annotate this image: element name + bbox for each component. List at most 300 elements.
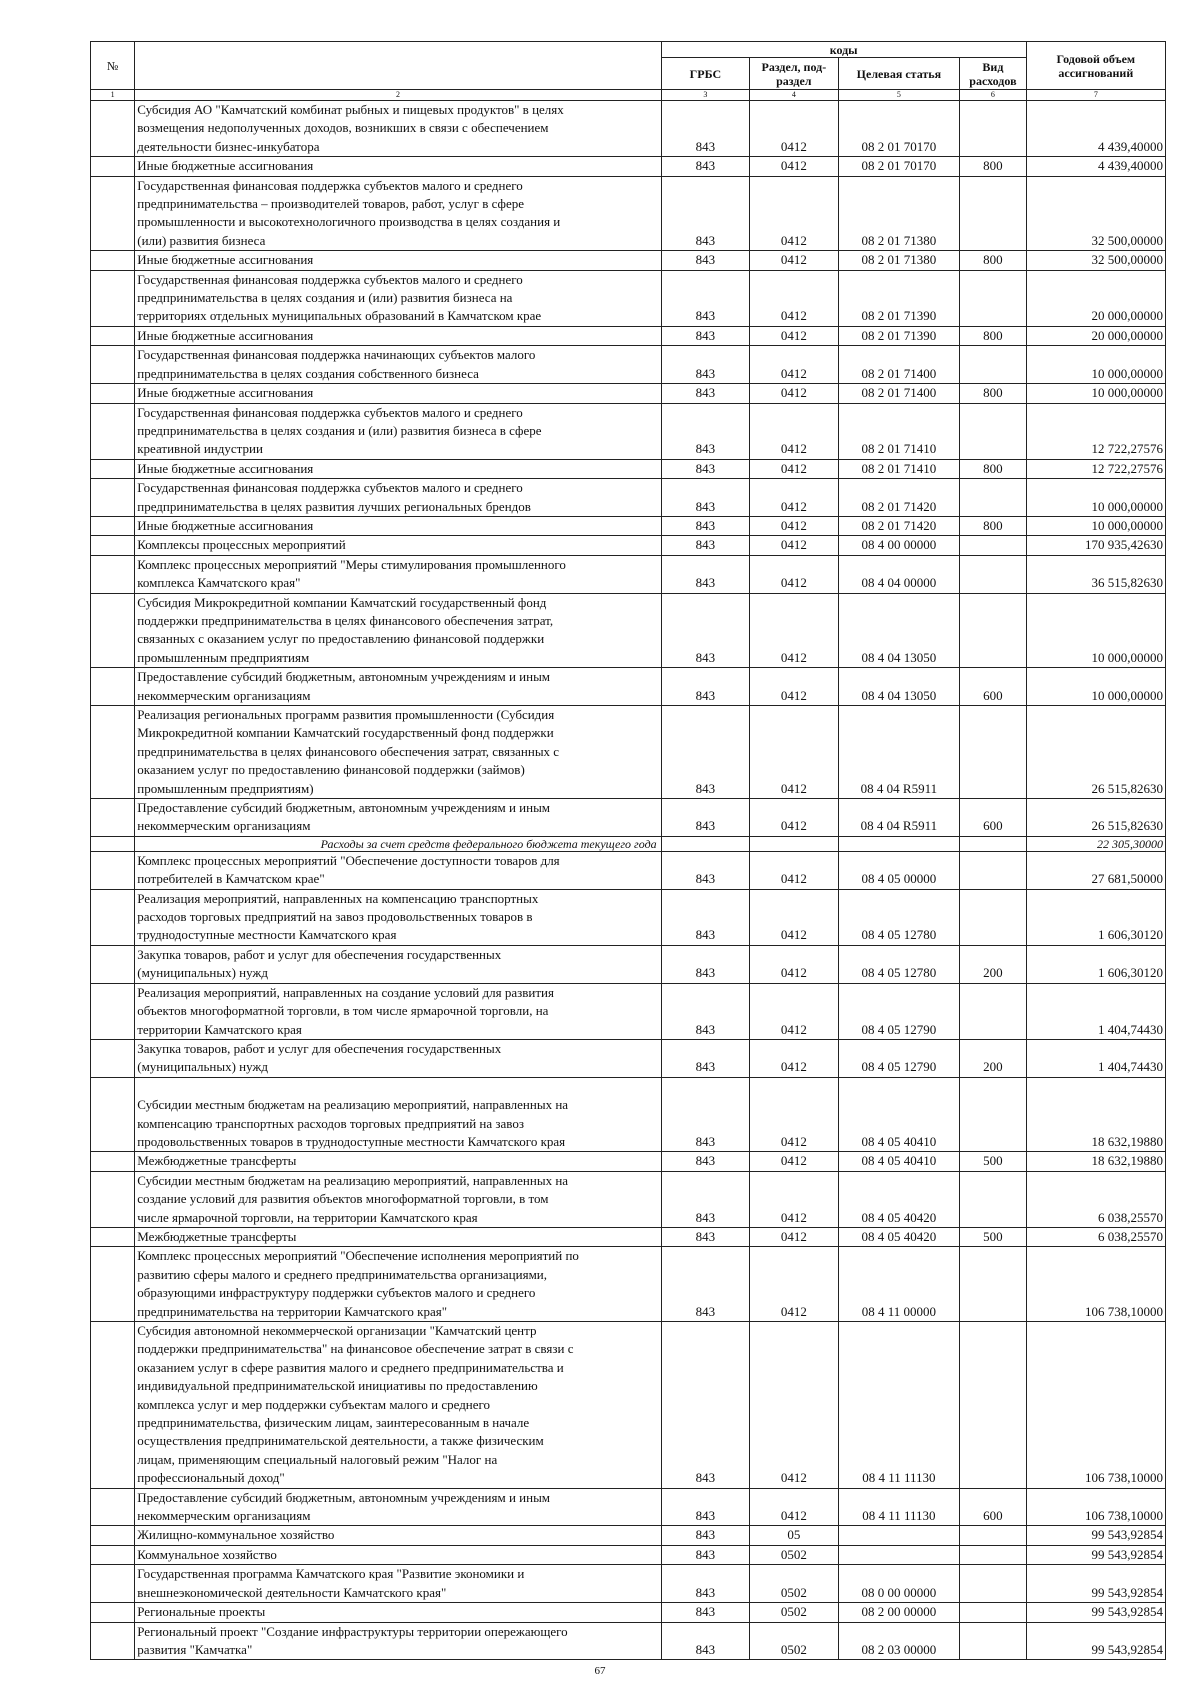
target-article-cell: 08 4 05 12790 bbox=[838, 1039, 960, 1077]
col-number: 2 bbox=[135, 90, 661, 101]
row-name-line: комплекса Камчатского края" bbox=[137, 575, 301, 591]
row-name-line: Комплекс процессных мероприятий "Обеспечение доступности товаров для bbox=[137, 852, 560, 868]
budget-table-sheet bbox=[90, 41, 1166, 1660]
annual-sum-cell: 99 543,92854 bbox=[1026, 1526, 1165, 1545]
section-cell: 0412 bbox=[750, 101, 838, 157]
table-row bbox=[91, 1526, 1166, 1545]
table-row bbox=[91, 1488, 1166, 1526]
row-name-line: Микрокредитной компании Камчатский государственный фонд поддержки bbox=[137, 725, 554, 741]
grbs-cell: 843 bbox=[661, 326, 749, 345]
table-row bbox=[91, 459, 1166, 478]
row-name-cell bbox=[135, 836, 661, 851]
table-row bbox=[91, 1171, 1166, 1227]
section-cell: 0412 bbox=[750, 479, 838, 517]
target-article-cell: 08 2 01 71420 bbox=[838, 479, 960, 517]
section-cell: 0412 bbox=[750, 1247, 838, 1322]
row-name-line: Реализация мероприятий, направленных на создание условий для развития bbox=[137, 984, 554, 1000]
target-article-cell: 08 4 05 12790 bbox=[838, 983, 960, 1039]
row-name-cell bbox=[135, 1565, 661, 1603]
col-number: 4 bbox=[750, 90, 838, 101]
row-name-line: (или) развития бизнеса bbox=[137, 232, 266, 248]
row-name-cell bbox=[135, 251, 661, 270]
row-name-cell bbox=[135, 706, 661, 799]
row-name-cell bbox=[135, 403, 661, 459]
row-name-line: (муниципальных) нужд bbox=[137, 1059, 269, 1075]
target-article-cell: 08 4 05 12780 bbox=[838, 889, 960, 945]
table-row bbox=[91, 270, 1166, 326]
row-name-line: поддержки предпринимательства" на финансовое обеспечение затрат в связи с bbox=[137, 1341, 574, 1357]
row-name-line: расходов торговых предприятий на завоз продовольственных товаров в bbox=[137, 909, 533, 925]
row-number-cell bbox=[91, 176, 135, 251]
annual-sum-cell: 6 038,25570 bbox=[1026, 1171, 1165, 1227]
row-name-line: предпринимательства в целях развития лучших региональных брендов bbox=[137, 498, 531, 514]
row-name-line: Иные бюджетные ассигнования bbox=[137, 327, 314, 343]
grbs-cell: 843 bbox=[661, 1227, 749, 1246]
row-number-cell bbox=[91, 270, 135, 326]
row-name-line: возмещения недополученных доходов, возникших в связи с обеспечением bbox=[137, 120, 549, 136]
grbs-cell: 843 bbox=[661, 983, 749, 1039]
row-name-line: Государственная финансовая поддержка субъектов малого и среднего bbox=[137, 177, 523, 193]
target-article-cell: 08 4 11 00000 bbox=[838, 1247, 960, 1322]
row-name-cell bbox=[135, 1322, 661, 1489]
row-number-cell bbox=[91, 668, 135, 706]
table-row bbox=[91, 251, 1166, 270]
row-name-line: Региональный проект "Создание инфраструктуры территории опережающего bbox=[137, 1623, 568, 1639]
section-cell: 0412 bbox=[750, 251, 838, 270]
annual-sum-cell: 99 543,92854 bbox=[1026, 1603, 1165, 1622]
row-name-line: Предоставление субсидий бюджетным, автономным учреждениям и иным bbox=[137, 1489, 551, 1505]
section-cell: 0412 bbox=[750, 706, 838, 799]
table-row bbox=[91, 983, 1166, 1039]
expense-type-cell bbox=[960, 851, 1026, 889]
section-cell: 0502 bbox=[750, 1622, 838, 1660]
grbs-cell: 843 bbox=[661, 1565, 749, 1603]
grbs-cell: 843 bbox=[661, 945, 749, 983]
row-name-line: некоммерческим организациям bbox=[137, 1508, 311, 1524]
row-number-cell bbox=[91, 1171, 135, 1227]
table-row bbox=[91, 1565, 1166, 1603]
header-name bbox=[135, 42, 661, 90]
row-number-cell bbox=[91, 536, 135, 555]
expense-type-cell bbox=[960, 1565, 1026, 1603]
section-cell: 0412 bbox=[750, 799, 838, 837]
row-number-cell bbox=[91, 479, 135, 517]
annual-sum-cell: 4 439,40000 bbox=[1026, 157, 1165, 176]
grbs-cell: 843 bbox=[661, 270, 749, 326]
section-cell: 0412 bbox=[750, 346, 838, 384]
target-article-cell: 08 2 01 71410 bbox=[838, 459, 960, 478]
annual-sum-cell: 36 515,82630 bbox=[1026, 555, 1165, 593]
row-name-cell bbox=[135, 270, 661, 326]
page-number: 67 bbox=[594, 1665, 606, 1677]
row-name-cell bbox=[135, 459, 661, 478]
table-row bbox=[91, 479, 1166, 517]
table-row bbox=[91, 555, 1166, 593]
row-name-line: Расходы за счет средств федерального бюджета текущего года bbox=[320, 836, 657, 851]
row-name-line: связанных с оказанием услуг по предоставлению финансовой поддержки bbox=[137, 631, 545, 647]
annual-sum-cell: 1 404,74430 bbox=[1026, 1039, 1165, 1077]
section-cell: 0502 bbox=[750, 1565, 838, 1603]
target-article-cell: 08 4 04 13050 bbox=[838, 593, 960, 668]
row-name-line: Реализация региональных программ развития промышленности (Субсидия bbox=[137, 707, 555, 722]
section-cell: 0412 bbox=[750, 270, 838, 326]
annual-sum-cell: 22 305,30000 bbox=[1026, 836, 1165, 851]
table-row bbox=[91, 403, 1166, 459]
expense-type-cell: 800 bbox=[960, 157, 1026, 176]
expense-type-cell bbox=[960, 1622, 1026, 1660]
row-name-line: Субсидии местным бюджетам на реализацию мероприятий, направленных на bbox=[137, 1097, 569, 1113]
row-name-line bbox=[137, 1078, 658, 1096]
expense-type-cell bbox=[960, 176, 1026, 251]
table-body bbox=[91, 101, 1166, 1660]
col-number: 7 bbox=[1026, 90, 1165, 101]
table-row bbox=[91, 1247, 1166, 1322]
row-number-cell bbox=[91, 836, 135, 851]
section-cell: 05 bbox=[750, 1526, 838, 1545]
annual-sum-cell: 27 681,50000 bbox=[1026, 851, 1165, 889]
row-name-cell bbox=[135, 176, 661, 251]
row-name-cell bbox=[135, 799, 661, 837]
row-number-cell bbox=[91, 1545, 135, 1564]
row-number-cell bbox=[91, 945, 135, 983]
section-cell: 0412 bbox=[750, 326, 838, 345]
section-cell: 0502 bbox=[750, 1603, 838, 1622]
expense-type-cell: 800 bbox=[960, 251, 1026, 270]
expense-type-cell: 200 bbox=[960, 1039, 1026, 1077]
row-number-cell bbox=[91, 326, 135, 345]
row-name-line: некоммерческим организациям bbox=[137, 687, 311, 703]
target-article-cell: 08 2 01 71410 bbox=[838, 403, 960, 459]
row-name-line: развития "Камчатка" bbox=[137, 1641, 253, 1657]
target-article-cell: 08 2 01 71400 bbox=[838, 384, 960, 403]
expense-type-cell bbox=[960, 836, 1026, 851]
table-row bbox=[91, 176, 1166, 251]
row-number-cell bbox=[91, 1227, 135, 1246]
col-number: 3 bbox=[661, 90, 749, 101]
row-name-line: Государственная финансовая поддержка субъектов малого и среднего bbox=[137, 480, 523, 496]
annual-sum-cell: 32 500,00000 bbox=[1026, 251, 1165, 270]
expense-type-cell bbox=[960, 1603, 1026, 1622]
target-article-cell: 08 4 11 11130 bbox=[838, 1488, 960, 1526]
row-name-cell bbox=[135, 555, 661, 593]
expense-type-cell: 800 bbox=[960, 459, 1026, 478]
row-name-line: Межбюджетные трансферты bbox=[137, 1153, 297, 1169]
annual-sum-cell: 32 500,00000 bbox=[1026, 176, 1165, 251]
row-name-cell bbox=[135, 945, 661, 983]
section-cell: 0412 bbox=[750, 668, 838, 706]
row-name-cell bbox=[135, 536, 661, 555]
row-name-line: Реализация мероприятий, направленных на компенсацию транспортных bbox=[137, 890, 539, 906]
row-name-cell bbox=[135, 668, 661, 706]
row-name-line: Государственная финансовая поддержка субъектов малого и среднего bbox=[137, 404, 523, 420]
grbs-cell: 843 bbox=[661, 516, 749, 535]
table-row bbox=[91, 516, 1166, 535]
row-number-cell bbox=[91, 1622, 135, 1660]
expense-type-cell bbox=[960, 983, 1026, 1039]
section-cell: 0412 bbox=[750, 157, 838, 176]
table-row bbox=[91, 1603, 1166, 1622]
row-name-line: промышленным предприятиям) bbox=[137, 780, 314, 796]
row-name-cell bbox=[135, 1039, 661, 1077]
expense-type-cell bbox=[960, 593, 1026, 668]
table-row bbox=[91, 326, 1166, 345]
row-name-line: оказанием услуг по предоставлению финансовой поддержки (займов) bbox=[137, 762, 525, 778]
grbs-cell: 843 bbox=[661, 889, 749, 945]
target-article-cell: 08 2 01 71380 bbox=[838, 251, 960, 270]
row-number-cell bbox=[91, 1603, 135, 1622]
expense-type-cell bbox=[960, 479, 1026, 517]
annual-sum-cell: 10 000,00000 bbox=[1026, 346, 1165, 384]
row-name-line: труднодоступные местности Камчатского края bbox=[137, 927, 397, 943]
header-target: Целевая статья bbox=[838, 58, 960, 90]
section-cell: 0412 bbox=[750, 1227, 838, 1246]
row-number-cell bbox=[91, 251, 135, 270]
target-article-cell: 08 4 04 R5911 bbox=[838, 799, 960, 837]
row-name-line: оказанием услуг в сфере развития малого и среднего предпринимательства и bbox=[137, 1359, 564, 1375]
section-cell: 0412 bbox=[750, 1171, 838, 1227]
table-row bbox=[91, 889, 1166, 945]
row-name-line: индивидуальной предпринимательской инициативы по предоставлению bbox=[137, 1378, 538, 1394]
target-article-cell: 08 2 01 71390 bbox=[838, 270, 960, 326]
table-row bbox=[91, 1077, 1166, 1152]
grbs-cell: 843 bbox=[661, 555, 749, 593]
row-name-line: деятельности бизнес-инкубатора bbox=[137, 138, 320, 154]
row-number-cell bbox=[91, 555, 135, 593]
annual-sum-cell: 10 000,00000 bbox=[1026, 668, 1165, 706]
annual-sum-cell: 18 632,19880 bbox=[1026, 1152, 1165, 1171]
expense-type-cell: 200 bbox=[960, 945, 1026, 983]
target-article-cell: 08 4 04 13050 bbox=[838, 668, 960, 706]
grbs-cell bbox=[661, 836, 749, 851]
table-row bbox=[91, 1039, 1166, 1077]
section-cell: 0412 bbox=[750, 1152, 838, 1171]
annual-sum-cell: 106 738,10000 bbox=[1026, 1322, 1165, 1489]
grbs-cell: 843 bbox=[661, 1247, 749, 1322]
table-row bbox=[91, 1322, 1166, 1489]
table-row bbox=[91, 101, 1166, 157]
row-name-cell bbox=[135, 516, 661, 535]
row-number-cell bbox=[91, 346, 135, 384]
target-article-cell: 08 2 01 70170 bbox=[838, 157, 960, 176]
row-name-line: промышленности и высокотехнологичного производства в целях создания и bbox=[137, 214, 561, 230]
target-article-cell: 08 2 03 00000 bbox=[838, 1622, 960, 1660]
row-name-line: промышленным предприятиям bbox=[137, 649, 310, 665]
expense-type-cell: 500 bbox=[960, 1152, 1026, 1171]
expense-type-cell: 600 bbox=[960, 668, 1026, 706]
row-name-line: территориях отдельных муниципальных образований в Камчатском крае bbox=[137, 308, 542, 324]
row-name-line: Иные бюджетные ассигнования bbox=[137, 385, 314, 401]
table-row bbox=[91, 945, 1166, 983]
row-name-line: компенсацию транспортных расходов торговых предприятий на завоз bbox=[137, 1115, 524, 1131]
expense-type-cell: 800 bbox=[960, 326, 1026, 345]
grbs-cell: 843 bbox=[661, 1603, 749, 1622]
target-article-cell: 08 4 05 40420 bbox=[838, 1171, 960, 1227]
col-number: 6 bbox=[960, 90, 1026, 101]
row-name-cell bbox=[135, 1603, 661, 1622]
row-number-cell bbox=[91, 851, 135, 889]
expense-type-cell bbox=[960, 555, 1026, 593]
grbs-cell: 843 bbox=[661, 384, 749, 403]
grbs-cell: 843 bbox=[661, 479, 749, 517]
table-row bbox=[91, 536, 1166, 555]
expense-type-cell bbox=[960, 889, 1026, 945]
table-row bbox=[91, 384, 1166, 403]
grbs-cell: 843 bbox=[661, 1488, 749, 1526]
row-name-cell bbox=[135, 593, 661, 668]
row-name-line: Субсидии местным бюджетам на реализацию мероприятий, направленных на bbox=[137, 1172, 569, 1188]
row-number-cell bbox=[91, 1565, 135, 1603]
grbs-cell: 843 bbox=[661, 1077, 749, 1152]
section-cell: 0412 bbox=[750, 555, 838, 593]
table-row bbox=[91, 851, 1166, 889]
row-name-line: Иные бюджетные ассигнования bbox=[137, 517, 314, 533]
annual-sum-cell: 18 632,19880 bbox=[1026, 1077, 1165, 1152]
annual-sum-cell: 20 000,00000 bbox=[1026, 326, 1165, 345]
expense-type-cell: 600 bbox=[960, 799, 1026, 837]
row-name-cell bbox=[135, 1622, 661, 1660]
row-name-line: Межбюджетные трансферты bbox=[137, 1228, 297, 1244]
target-article-cell: 08 0 00 00000 bbox=[838, 1565, 960, 1603]
target-article-cell: 08 4 05 40410 bbox=[838, 1077, 960, 1152]
row-name-line: внешнеэкономической деятельности Камчатского края" bbox=[137, 1584, 447, 1600]
row-name-line: осуществления предпринимательской деятельности, а также физическим bbox=[137, 1433, 544, 1449]
row-name-cell bbox=[135, 326, 661, 345]
annual-sum-cell: 12 722,27576 bbox=[1026, 403, 1165, 459]
expense-type-cell bbox=[960, 1077, 1026, 1152]
row-name-cell bbox=[135, 851, 661, 889]
target-article-cell: 08 4 05 40410 bbox=[838, 1152, 960, 1171]
target-article-cell: 08 4 05 00000 bbox=[838, 851, 960, 889]
row-name-cell bbox=[135, 157, 661, 176]
row-name-line: Комплекс процессных мероприятий "Меры стимулирования промышленного bbox=[137, 556, 566, 572]
grbs-cell: 843 bbox=[661, 1171, 749, 1227]
grbs-cell: 843 bbox=[661, 851, 749, 889]
grbs-cell: 843 bbox=[661, 251, 749, 270]
target-article-cell: 08 2 01 71400 bbox=[838, 346, 960, 384]
annual-sum-cell: 1 606,30120 bbox=[1026, 889, 1165, 945]
section-cell: 0412 bbox=[750, 403, 838, 459]
grbs-cell: 843 bbox=[661, 593, 749, 668]
grbs-cell: 843 bbox=[661, 706, 749, 799]
row-name-line: профессиональный доход" bbox=[137, 1470, 285, 1486]
target-article-cell: 08 4 11 11130 bbox=[838, 1322, 960, 1489]
target-article-cell bbox=[838, 836, 960, 851]
row-name-line: (муниципальных) нужд bbox=[137, 965, 269, 981]
annual-sum-cell: 20 000,00000 bbox=[1026, 270, 1165, 326]
row-number-cell bbox=[91, 983, 135, 1039]
header-exp-type: Вид расходов bbox=[960, 58, 1026, 90]
row-name-line: Закупка товаров, работ и услуг для обеспечения государственных bbox=[137, 946, 502, 962]
column-number-row bbox=[91, 90, 1166, 101]
row-name-cell bbox=[135, 983, 661, 1039]
target-article-cell: 08 2 01 70170 bbox=[838, 101, 960, 157]
row-name-cell bbox=[135, 1152, 661, 1171]
grbs-cell: 843 bbox=[661, 1526, 749, 1545]
section-cell: 0412 bbox=[750, 983, 838, 1039]
section-cell: 0412 bbox=[750, 945, 838, 983]
header-grbs: ГРБС bbox=[661, 58, 749, 90]
target-article-cell: 08 2 00 00000 bbox=[838, 1603, 960, 1622]
row-name-line: Иные бюджетные ассигнования bbox=[137, 460, 314, 476]
row-name-line: создание условий для развития объектов многоформатной торговли, в том bbox=[137, 1191, 549, 1207]
row-name-line: Региональные проекты bbox=[137, 1604, 266, 1620]
row-number-cell bbox=[91, 403, 135, 459]
row-name-cell bbox=[135, 346, 661, 384]
expense-type-cell bbox=[960, 403, 1026, 459]
annual-sum-cell: 10 000,00000 bbox=[1026, 593, 1165, 668]
target-article-cell bbox=[838, 1526, 960, 1545]
annual-sum-cell: 99 543,92854 bbox=[1026, 1565, 1165, 1603]
annual-sum-cell: 26 515,82630 bbox=[1026, 799, 1165, 837]
annual-sum-cell: 99 543,92854 bbox=[1026, 1622, 1165, 1660]
table-row bbox=[91, 836, 1166, 851]
row-name-line: предпринимательства в целях создания и (или) развития бизнеса в сфере bbox=[137, 422, 542, 438]
annual-sum-cell: 4 439,40000 bbox=[1026, 101, 1165, 157]
header-codes: коды bbox=[661, 42, 1026, 58]
row-name-line: предпринимательства – производителей товаров, работ, услуг в сфере bbox=[137, 196, 524, 212]
target-article-cell: 08 4 04 00000 bbox=[838, 555, 960, 593]
annual-sum-cell: 26 515,82630 bbox=[1026, 706, 1165, 799]
target-article-cell: 08 2 01 71380 bbox=[838, 176, 960, 251]
row-name-cell bbox=[135, 479, 661, 517]
table-row bbox=[91, 157, 1166, 176]
target-article-cell: 08 2 01 71390 bbox=[838, 326, 960, 345]
row-name-line: предпринимательства в целях финансового обеспечения затрат, связанных с bbox=[137, 743, 560, 759]
target-article-cell: 08 4 05 12780 bbox=[838, 945, 960, 983]
row-name-cell bbox=[135, 1526, 661, 1545]
grbs-cell: 843 bbox=[661, 1322, 749, 1489]
row-name-line: числе ярмарочной торговли, на территории Камчатского края bbox=[137, 1209, 478, 1225]
header-no: № bbox=[91, 42, 135, 90]
grbs-cell: 843 bbox=[661, 101, 749, 157]
row-name-cell bbox=[135, 889, 661, 945]
budget-table bbox=[90, 41, 1166, 1660]
row-name-line: объектов многоформатной торговли, в том числе ярмарочной торговли, на bbox=[137, 1003, 549, 1019]
section-cell: 0412 bbox=[750, 1077, 838, 1152]
row-name-cell bbox=[135, 1488, 661, 1526]
annual-sum-cell: 12 722,27576 bbox=[1026, 459, 1165, 478]
annual-sum-cell: 106 738,10000 bbox=[1026, 1247, 1165, 1322]
row-name-line: территории Камчатского края bbox=[137, 1021, 302, 1037]
row-number-cell bbox=[91, 157, 135, 176]
row-name-cell bbox=[135, 101, 661, 157]
table-row bbox=[91, 706, 1166, 799]
annual-sum-cell: 10 000,00000 bbox=[1026, 516, 1165, 535]
row-name-line: Жилищно-коммунальное хозяйство bbox=[137, 1527, 335, 1543]
section-cell: 0412 bbox=[750, 1039, 838, 1077]
section-cell: 0412 bbox=[750, 1322, 838, 1489]
grbs-cell: 843 bbox=[661, 536, 749, 555]
table-row bbox=[91, 593, 1166, 668]
row-name-line: предпринимательства, физическим лицам, заинтересованным в начале bbox=[137, 1415, 530, 1431]
expense-type-cell bbox=[960, 346, 1026, 384]
row-number-cell bbox=[91, 516, 135, 535]
section-cell: 0412 bbox=[750, 851, 838, 889]
annual-sum-cell: 1 606,30120 bbox=[1026, 945, 1165, 983]
section-cell: 0412 bbox=[750, 593, 838, 668]
row-number-cell bbox=[91, 1247, 135, 1322]
target-article-cell: 08 2 01 71420 bbox=[838, 516, 960, 535]
expense-type-cell: 600 bbox=[960, 1488, 1026, 1526]
row-name-cell bbox=[135, 1247, 661, 1322]
grbs-cell: 843 bbox=[661, 1152, 749, 1171]
row-number-cell bbox=[91, 1039, 135, 1077]
section-cell: 0412 bbox=[750, 459, 838, 478]
row-name-line: предпринимательства в целях создания и (или) развития бизнеса на bbox=[137, 290, 513, 306]
grbs-cell: 843 bbox=[661, 1545, 749, 1564]
row-number-cell bbox=[91, 593, 135, 668]
table-row bbox=[91, 1622, 1166, 1660]
